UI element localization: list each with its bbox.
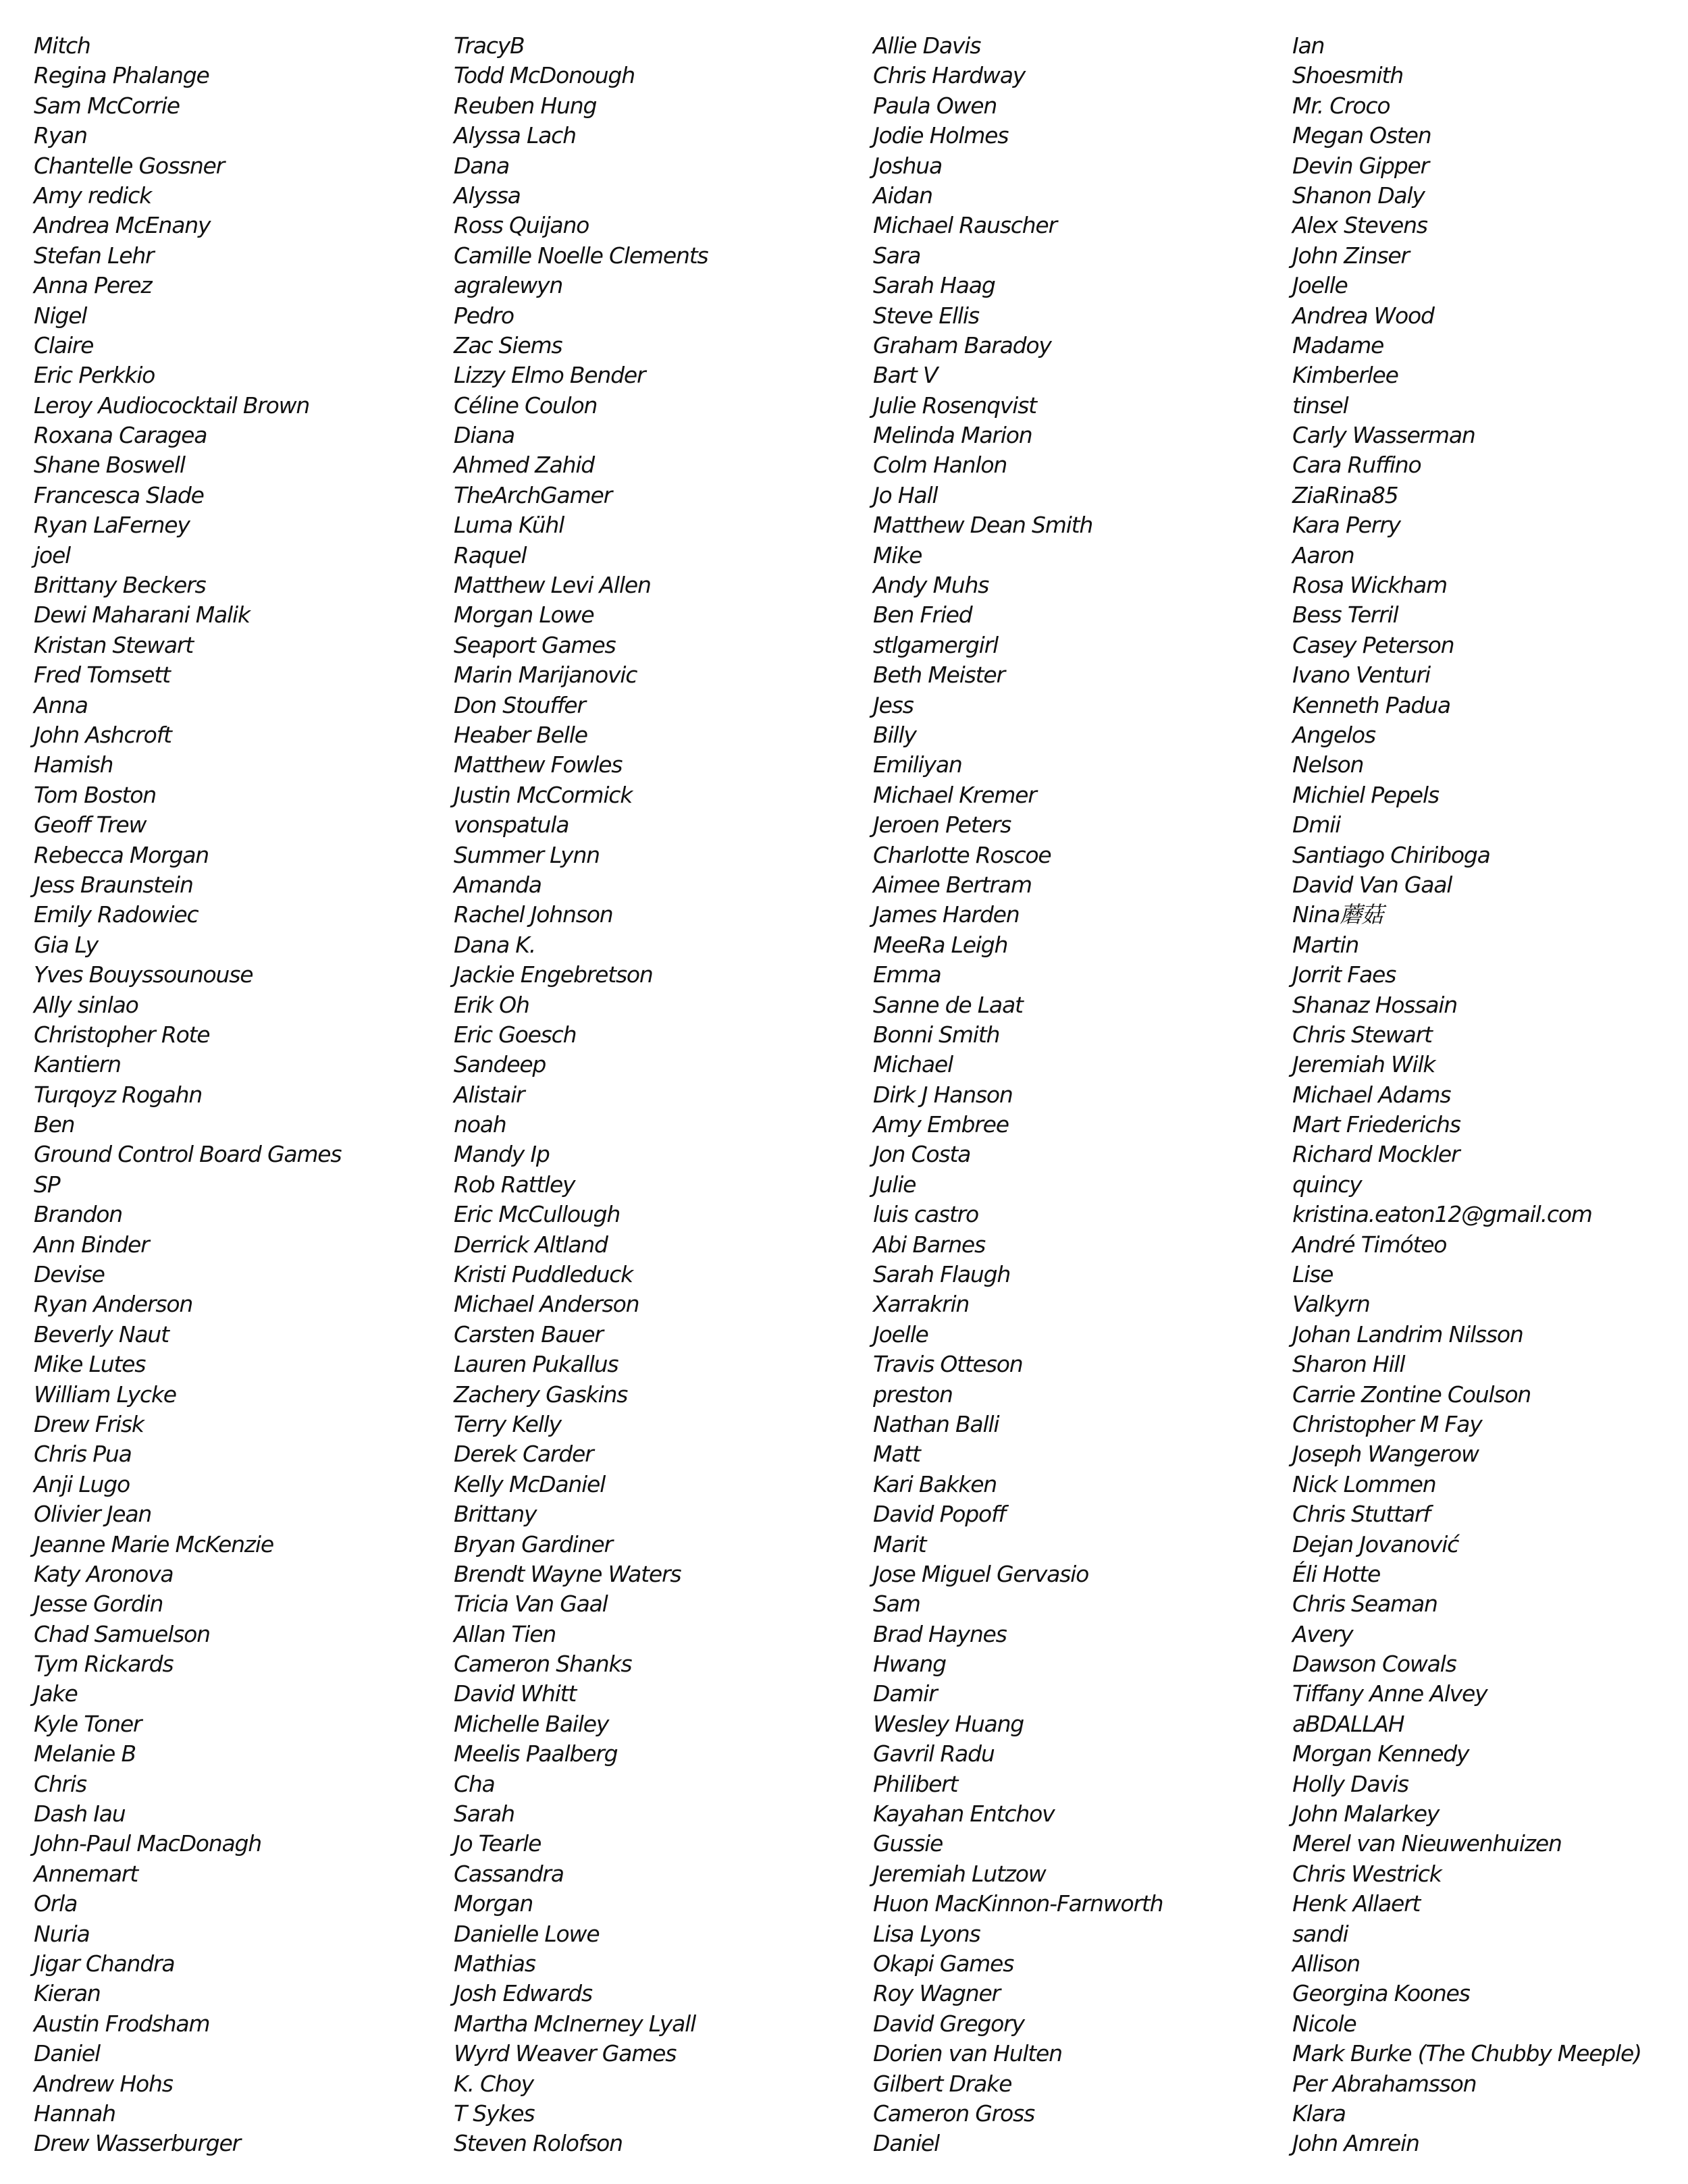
name-entry: Brittany Beckers bbox=[34, 572, 206, 599]
name-entry: Zac Siems bbox=[454, 331, 562, 358]
name-entry: Emma bbox=[873, 961, 941, 988]
name-entry: Mike bbox=[873, 541, 922, 568]
name-entry: Damir bbox=[873, 1680, 937, 1707]
name-entry: Cassandra bbox=[454, 1860, 564, 1887]
name-entry: David Van Gaal bbox=[1292, 871, 1452, 898]
name-entry: Cameron Shanks bbox=[454, 1651, 632, 1678]
name-entry: Xarrakrin bbox=[873, 1291, 970, 1318]
name-entry: Turqoyz Rogahn bbox=[34, 1081, 203, 1108]
name-entry: Sarah bbox=[454, 1801, 515, 1828]
name-column-1 bbox=[34, 31, 341, 2159]
name-entry: Zachery Gaskins bbox=[454, 1381, 628, 1408]
name-entry: Jesse Gordin bbox=[34, 1591, 163, 1618]
name-entry: Diana bbox=[454, 422, 515, 449]
name-entry: Regina Phalange bbox=[34, 62, 209, 89]
name-entry: Charlotte Roscoe bbox=[873, 841, 1051, 868]
name-entry: Jodie Holmes bbox=[873, 122, 1009, 149]
name-entry: Shanaz Hossain bbox=[1292, 991, 1457, 1018]
name-entry: Andy Muhs bbox=[873, 572, 989, 599]
name-entry: Michiel Pepels bbox=[1292, 781, 1439, 808]
name-entry: Dirk J Hanson bbox=[873, 1081, 1013, 1108]
name-entry: Cara Ruffino bbox=[1292, 452, 1421, 479]
name-entry: Allie Davis bbox=[873, 32, 981, 59]
name-entry: Alyssa bbox=[454, 182, 521, 209]
name-entry: Chris Westrick bbox=[1292, 1860, 1442, 1887]
name-entry: Dana bbox=[454, 152, 509, 179]
name-entry: Erik Oh bbox=[454, 991, 529, 1018]
name-entry: James Harden bbox=[873, 901, 1020, 928]
name-entry: Seaport Games bbox=[454, 631, 616, 658]
name-entry: Eric Goesch bbox=[454, 1021, 577, 1048]
name-entry: Annemart bbox=[34, 1860, 138, 1887]
name-entry: Ben bbox=[34, 1111, 75, 1138]
name-entry: Beth Meister bbox=[873, 662, 1005, 689]
name-entry: Kantiern bbox=[34, 1051, 121, 1078]
name-entry: Sarah Flaugh bbox=[873, 1261, 1011, 1288]
name-entry: Matthew Dean Smith bbox=[873, 512, 1093, 539]
name-entry: Ryan Anderson bbox=[34, 1291, 193, 1318]
name-entry: Todd McDonough bbox=[454, 62, 635, 89]
name-entry: Tom Boston bbox=[34, 781, 156, 808]
name-entry: Fred Tomsett bbox=[34, 662, 170, 689]
name-entry: Wyrd Weaver Games bbox=[454, 2040, 677, 2067]
name-entry: Wesley Huang bbox=[873, 1710, 1024, 1737]
name-entry: Tricia Van Gaal bbox=[454, 1591, 608, 1618]
name-entry: Amy redick bbox=[34, 182, 151, 209]
name-entry: Johan Landrim Nilsson bbox=[1292, 1321, 1523, 1348]
name-entry: Kenneth Padua bbox=[1292, 691, 1450, 718]
name-entry: Chris Seaman bbox=[1292, 1591, 1438, 1618]
name-entry: Abi Barnes bbox=[873, 1231, 986, 1258]
name-entry: Gia Ly bbox=[34, 931, 98, 958]
name-entry: Jess bbox=[873, 691, 914, 718]
name-entry: Paula Owen bbox=[873, 92, 997, 119]
name-entry: Rachel Johnson bbox=[454, 901, 613, 928]
name-entry: TracyB bbox=[454, 32, 525, 59]
name-entry: Ryan bbox=[34, 122, 87, 149]
name-entry: Emiliyan bbox=[873, 751, 962, 778]
name-entry: John Amrein bbox=[1292, 2130, 1419, 2157]
name-entry: Martin bbox=[1292, 931, 1359, 958]
name-entry: Melinda Marion bbox=[873, 422, 1032, 449]
name-entry: preston bbox=[873, 1381, 953, 1408]
name-entry: Angelos bbox=[1292, 721, 1375, 748]
name-entry: Steve Ellis bbox=[873, 302, 979, 329]
name-entry: David Whitt bbox=[454, 1680, 577, 1707]
name-entry: Amy Embree bbox=[873, 1111, 1009, 1138]
name-entry: Julie bbox=[873, 1171, 916, 1198]
name-entry: Bart V bbox=[873, 362, 938, 389]
name-entry: Terry Kelly bbox=[454, 1410, 561, 1437]
name-entry: Sharon Hill bbox=[1292, 1351, 1405, 1378]
name-entry: Drew Wasserburger bbox=[34, 2130, 240, 2157]
name-entry: Hannah bbox=[34, 2100, 115, 2127]
name-entry: Kieran bbox=[34, 1980, 101, 2007]
name-entry: Jeroen Peters bbox=[873, 811, 1011, 838]
name-entry: John Zinser bbox=[1292, 242, 1409, 269]
name-entry: Josh Edwards bbox=[454, 1980, 592, 2007]
name-entry: Allison bbox=[1292, 1950, 1360, 1977]
name-entry: Andrew Hohs bbox=[34, 2070, 173, 2097]
name-entry: Don Stouffer bbox=[454, 691, 585, 718]
name-entry: Valkyrn bbox=[1292, 1291, 1370, 1318]
name-entry: Travis Otteson bbox=[873, 1351, 1023, 1378]
name-entry: Heaber Belle bbox=[454, 721, 587, 748]
name-entry: Brandon bbox=[34, 1201, 122, 1228]
name-entry: Raquel bbox=[454, 541, 527, 568]
name-entry: Nuria bbox=[34, 1920, 90, 1947]
name-entry: Mr. Croco bbox=[1292, 92, 1390, 119]
name-entry: Chad Samuelson bbox=[34, 1620, 210, 1647]
name-entry: Georgina Koones bbox=[1292, 1980, 1470, 2007]
name-entry: Aidan bbox=[873, 182, 932, 209]
name-entry: noah bbox=[454, 1111, 506, 1138]
name-entry: Rebecca Morgan bbox=[34, 841, 209, 868]
name-entry: Huon MacKinnon-Farnworth bbox=[873, 1890, 1163, 1917]
name-entry: joel bbox=[34, 541, 71, 568]
name-entry: Justin McCormick bbox=[454, 781, 633, 808]
name-entry: Aaron bbox=[1292, 541, 1354, 568]
name-entry: Claire bbox=[34, 331, 94, 358]
name-entry: Reuben Hung bbox=[454, 92, 597, 119]
name-entry: Brendt Wayne Waters bbox=[454, 1560, 681, 1587]
name-entry: Geoff Trew bbox=[34, 811, 147, 838]
name-entry: Carsten Bauer bbox=[454, 1321, 603, 1348]
name-entry: Ross Quijano bbox=[454, 212, 589, 239]
name-entry: Tiffany Anne Alvey bbox=[1292, 1680, 1487, 1707]
name-column-2 bbox=[454, 31, 708, 2159]
name-entry: MeeRa Leigh bbox=[873, 931, 1008, 958]
name-entry: sandi bbox=[1292, 1920, 1348, 1947]
name-entry: Katy Aronova bbox=[34, 1560, 174, 1587]
name-entry: Shoesmith bbox=[1292, 62, 1403, 89]
name-entry: Morgan Kennedy bbox=[1292, 1740, 1469, 1767]
name-entry: Marit bbox=[873, 1530, 926, 1557]
name-entry: Julie Rosenqvist bbox=[873, 392, 1036, 419]
name-entry: Jeremiah Lutzow bbox=[873, 1860, 1046, 1887]
name-entry: Kayahan Entchov bbox=[873, 1801, 1055, 1828]
name-entry: Jorrit Faes bbox=[1292, 961, 1396, 988]
name-entry: Merel van Nieuwenhuizen bbox=[1292, 1830, 1562, 1857]
name-entry: Morgan Lowe bbox=[454, 602, 594, 629]
name-entry: Pedro bbox=[454, 302, 514, 329]
name-entry: André Timóteo bbox=[1292, 1231, 1447, 1258]
name-entry: Madame bbox=[1292, 331, 1384, 358]
name-entry: Alyssa Lach bbox=[454, 122, 576, 149]
name-entry: Orla bbox=[34, 1890, 78, 1917]
name-entry: Chris Stewart bbox=[1292, 1021, 1432, 1048]
name-entry: Rosa Wickham bbox=[1292, 572, 1447, 599]
name-entry: Morgan bbox=[454, 1890, 533, 1917]
name-entry: Cameron Gross bbox=[873, 2100, 1034, 2127]
name-entry: ZiaRina85 bbox=[1292, 481, 1398, 508]
name-entry: Santiago Chiriboga bbox=[1292, 841, 1490, 868]
name-entry: Derek Carder bbox=[454, 1441, 594, 1468]
name-entry: Michael Kremer bbox=[873, 781, 1036, 808]
name-entry: Mitch bbox=[34, 32, 90, 59]
name-entry: Eric Perkkio bbox=[34, 362, 155, 389]
name-entry: Aimee Bertram bbox=[873, 871, 1032, 898]
name-entry: Andrea Wood bbox=[1292, 302, 1434, 329]
name-entry: Mart Friederichs bbox=[1292, 1111, 1460, 1138]
name-entry: Lizzy Elmo Bender bbox=[454, 362, 645, 389]
name-entry: Kari Bakken bbox=[873, 1470, 997, 1497]
name-entry: Austin Frodsham bbox=[34, 2010, 210, 2037]
name-entry: Beverly Naut bbox=[34, 1321, 169, 1348]
name-entry: Carrie Zontine Coulson bbox=[1292, 1381, 1531, 1408]
name-entry: Nathan Balli bbox=[873, 1410, 999, 1437]
name-entry: Michael Anderson bbox=[454, 1291, 639, 1318]
name-entry: Dana K. bbox=[454, 931, 535, 958]
name-entry: Joshua bbox=[873, 152, 942, 179]
name-entry: John Ashcroft bbox=[34, 721, 172, 748]
name-entry: Chantelle Gossner bbox=[34, 152, 224, 179]
name-entry: Jon Costa bbox=[873, 1141, 971, 1168]
name-entry: Christopher M Fay bbox=[1292, 1410, 1482, 1437]
name-entry: Sam bbox=[873, 1591, 920, 1618]
name-entry: Stefan Lehr bbox=[34, 242, 154, 269]
name-entry: Ryan LaFerney bbox=[34, 512, 190, 539]
name-entry: Kelly McDaniel bbox=[454, 1470, 606, 1497]
name-entry: Olivier Jean bbox=[34, 1501, 152, 1528]
name-entry: Alistair bbox=[454, 1081, 525, 1108]
name-entry: Nick Lommen bbox=[1292, 1470, 1436, 1497]
name-entry: Jess Braunstein bbox=[34, 871, 193, 898]
name-entry: Chris Hardway bbox=[873, 62, 1026, 89]
name-entry: Jackie Engebretson bbox=[454, 961, 653, 988]
name-entry: Chris Pua bbox=[34, 1441, 132, 1468]
name-entry: John-Paul MacDonagh bbox=[34, 1830, 261, 1857]
name-entry: Michelle Bailey bbox=[454, 1710, 609, 1737]
name-entry: Bryan Gardiner bbox=[454, 1530, 612, 1557]
name-entry: Sanne de Laat bbox=[873, 991, 1023, 1018]
name-entry: Graham Baradoy bbox=[873, 331, 1051, 358]
name-entry: Devin Gipper bbox=[1292, 152, 1429, 179]
name-entry: Emily Radowiec bbox=[34, 901, 199, 928]
name-entry: kristina.eaton12@gmail.com bbox=[1292, 1201, 1592, 1228]
name-entry: John Malarkey bbox=[1292, 1801, 1440, 1828]
name-entry: Rob Rattley bbox=[454, 1171, 575, 1198]
name-entry: Roy Wagner bbox=[873, 1980, 1000, 2007]
name-entry: Kimberlee bbox=[1292, 362, 1398, 389]
name-column-3 bbox=[873, 31, 1163, 2159]
name-entry: Anna Perez bbox=[34, 272, 152, 299]
name-entry: Tym Rickards bbox=[34, 1651, 174, 1678]
name-entry: Daniel bbox=[34, 2040, 100, 2067]
name-entry: Sam McCorrie bbox=[34, 92, 180, 119]
name-entry: Éli Hotte bbox=[1292, 1560, 1381, 1587]
name-entry: Allan Tien bbox=[454, 1620, 556, 1647]
name-entry: Shanon Daly bbox=[1292, 182, 1425, 209]
name-entry: Dorien van Hulten bbox=[873, 2040, 1062, 2067]
name-entry: David Gregory bbox=[873, 2010, 1024, 2037]
name-entry: Hamish bbox=[34, 751, 113, 778]
name-entry: Dmii bbox=[1292, 811, 1341, 838]
name-entry: Francesca Slade bbox=[34, 481, 204, 508]
name-entry: Matthew Levi Allen bbox=[454, 572, 651, 599]
name-entry: Mandy Ip bbox=[454, 1141, 550, 1168]
name-entry: Meelis Paalberg bbox=[454, 1740, 618, 1767]
name-entry: Martha McInerney Lyall bbox=[454, 2010, 696, 2037]
name-entry: Christopher Rote bbox=[34, 1021, 210, 1048]
name-entry: Jake bbox=[34, 1680, 78, 1707]
name-entry: Henk Allaert bbox=[1292, 1890, 1421, 1917]
name-entry: Ahmed Zahid bbox=[454, 452, 595, 479]
name-entry: Yves Bouyssounouse bbox=[34, 961, 253, 988]
name-entry: SP bbox=[34, 1171, 60, 1198]
name-entry: Klara bbox=[1292, 2100, 1346, 2127]
name-entry: Casey Peterson bbox=[1292, 631, 1454, 658]
name-entry: Nelson bbox=[1292, 751, 1364, 778]
name-entry: Shane Boswell bbox=[34, 452, 185, 479]
name-entry: Dash Iau bbox=[34, 1801, 126, 1828]
name-entry: Nicole bbox=[1292, 2010, 1356, 2037]
name-entry: Ground Control Board Games bbox=[34, 1141, 342, 1168]
name-entry: Steven Rolofson bbox=[454, 2130, 623, 2157]
name-entry: Drew Frisk bbox=[34, 1410, 144, 1437]
name-entry: Ian bbox=[1292, 32, 1325, 59]
name-entry: Gilbert Drake bbox=[873, 2070, 1012, 2097]
name-entry: Devise bbox=[34, 1261, 105, 1288]
name-entry: Alex Stevens bbox=[1292, 212, 1427, 239]
name-entry: luis castro bbox=[873, 1201, 978, 1228]
name-entry: Anna bbox=[34, 691, 88, 718]
name-entry: Marin Marijanovic bbox=[454, 662, 637, 689]
name-entry: Brad Haynes bbox=[873, 1620, 1007, 1647]
name-entry: Jeanne Marie McKenzie bbox=[34, 1530, 273, 1557]
name-entry: TheArchGamer bbox=[454, 481, 612, 508]
name-entry: Luma Kühl bbox=[454, 512, 564, 539]
name-entry: Chris Stuttarf bbox=[1292, 1501, 1430, 1528]
name-column-4 bbox=[1292, 31, 1641, 2159]
name-entry: Danielle Lowe bbox=[454, 1920, 600, 1947]
name-entry: Cha bbox=[454, 1770, 495, 1797]
name-entry: Joseph Wangerow bbox=[1292, 1441, 1479, 1468]
name-entry: Anji Lugo bbox=[34, 1470, 130, 1497]
name-entry: Hwang bbox=[873, 1651, 946, 1678]
name-entry: Joelle bbox=[1292, 272, 1348, 299]
name-entry: Summer Lynn bbox=[454, 841, 600, 868]
name-entry: Michael Adams bbox=[1292, 1081, 1451, 1108]
name-entry: Mark Burke (The Chubby Meeple) bbox=[1292, 2040, 1641, 2067]
name-entry: agralewyn bbox=[454, 272, 563, 299]
name-entry: T Sykes bbox=[454, 2100, 535, 2127]
name-entry: Daniel bbox=[873, 2130, 939, 2157]
name-entry: Céline Coulon bbox=[454, 392, 598, 419]
name-entry: Jo Tearle bbox=[454, 1830, 542, 1857]
name-entry: Derrick Altland bbox=[454, 1231, 608, 1258]
name-entry: Eric McCullough bbox=[454, 1201, 621, 1228]
name-entry: Nigel bbox=[34, 302, 87, 329]
name-entry: Per Abrahamsson bbox=[1292, 2070, 1477, 2097]
name-entry: Matt bbox=[873, 1441, 920, 1468]
name-entry: stlgamergirl bbox=[873, 631, 998, 658]
name-entry: William Lycke bbox=[34, 1381, 176, 1408]
name-entry: Mathias bbox=[454, 1950, 535, 1977]
name-entry: Gavril Radu bbox=[873, 1740, 995, 1767]
name-entry: Jeremiah Wilk bbox=[1292, 1051, 1435, 1078]
name-entry: Melanie B bbox=[34, 1740, 136, 1767]
name-entry: Jose Miguel Gervasio bbox=[873, 1560, 1089, 1587]
name-entry: Matthew Fowles bbox=[454, 751, 623, 778]
name-entry: Camille Noelle Clements bbox=[454, 242, 708, 269]
name-entry: Ann Binder bbox=[34, 1231, 149, 1258]
name-entry: Lauren Pukallus bbox=[454, 1351, 618, 1378]
name-entry: Carly Wasserman bbox=[1292, 422, 1475, 449]
name-entry: vonspatula bbox=[454, 811, 569, 838]
name-entry: Chris bbox=[34, 1770, 86, 1797]
name-entry: Colm Hanlon bbox=[873, 452, 1007, 479]
name-entry: Richard Mockler bbox=[1292, 1141, 1460, 1168]
name-entry: Kristan Stewart bbox=[34, 631, 194, 658]
name-entry: Kara Perry bbox=[1292, 512, 1400, 539]
name-entry: Michael Rauscher bbox=[873, 212, 1057, 239]
name-entry: Roxana Caragea bbox=[34, 422, 207, 449]
name-entry: Avery bbox=[1292, 1620, 1353, 1647]
name-entry: Brittany bbox=[454, 1501, 537, 1528]
name-entry: Sarah Haag bbox=[873, 272, 995, 299]
name-entry: Amanda bbox=[454, 871, 542, 898]
name-entry: Lisa Lyons bbox=[873, 1920, 980, 1947]
name-entry: Mike Lutes bbox=[34, 1351, 146, 1378]
name-entry: Michael bbox=[873, 1051, 953, 1078]
name-entry: Sandeep bbox=[454, 1051, 546, 1078]
name-entry: Dewi Maharani Malik bbox=[34, 602, 250, 629]
name-entry: Billy bbox=[873, 721, 916, 748]
name-entry: Holly Davis bbox=[1292, 1770, 1408, 1797]
name-entry: Ally sinlao bbox=[34, 991, 138, 1018]
name-entry: Kristi Puddleduck bbox=[454, 1261, 633, 1288]
name-entry: Lise bbox=[1292, 1261, 1334, 1288]
name-entry: Sara bbox=[873, 242, 921, 269]
name-entry: Ivano Venturi bbox=[1292, 662, 1430, 689]
name-entry: Jo Hall bbox=[873, 481, 938, 508]
name-entry: Jigar Chandra bbox=[34, 1950, 175, 1977]
name-entry: aBDALLAH bbox=[1292, 1710, 1404, 1737]
name-entry: Kyle Toner bbox=[34, 1710, 142, 1737]
name-entry: quincy bbox=[1292, 1171, 1362, 1198]
name-entry: Nina蘑菇 bbox=[1292, 901, 1383, 928]
name-entry: Bess Terril bbox=[1292, 602, 1398, 629]
name-entry: Leroy Audiococktail Brown bbox=[34, 392, 310, 419]
name-entry: Dawson Cowals bbox=[1292, 1651, 1456, 1678]
name-entry: Philibert bbox=[873, 1770, 958, 1797]
name-entry: Andrea McEnany bbox=[34, 212, 211, 239]
name-entry: K. Choy bbox=[454, 2070, 533, 2097]
name-entry: tinsel bbox=[1292, 392, 1348, 419]
name-entry: David Popoff bbox=[873, 1501, 1005, 1528]
name-entry: Gussie bbox=[873, 1830, 943, 1857]
name-entry: Ben Fried bbox=[873, 602, 972, 629]
name-entry: Joelle bbox=[873, 1321, 928, 1348]
name-entry: Megan Osten bbox=[1292, 122, 1431, 149]
name-entry: Dejan Jovanović bbox=[1292, 1530, 1459, 1557]
name-entry: Okapi Games bbox=[873, 1950, 1014, 1977]
name-entry: Bonni Smith bbox=[873, 1021, 1000, 1048]
